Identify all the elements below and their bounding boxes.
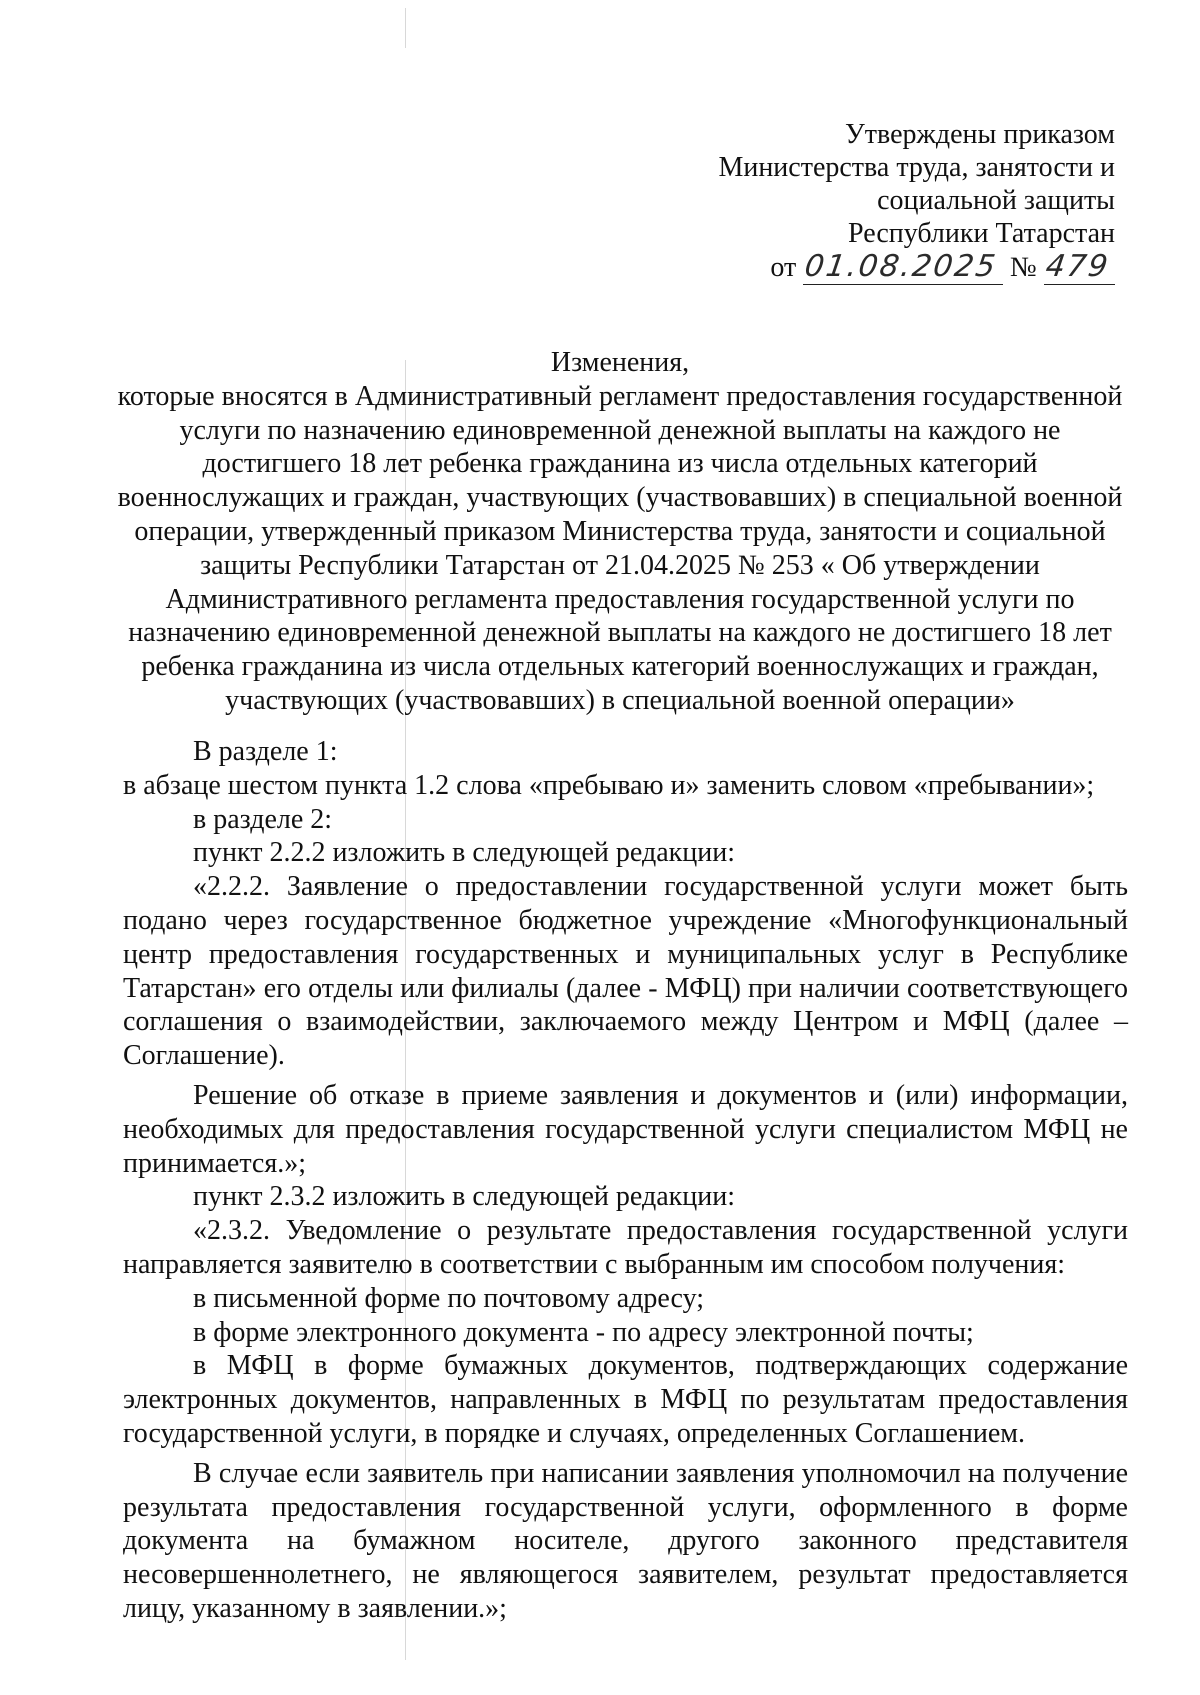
document-body [123, 735, 1128, 1626]
approval-stamp [595, 118, 1115, 285]
approval-line: Утверждены приказом [844, 119, 1115, 150]
approval-date-number [595, 250, 1115, 285]
paragraph: «2.2.2. Заявление о предоставлении государственной услуги может быть подано через государственное бюджетное учреждение «Многофункциональный центр предоставления государственных и муниципальных услуг в Республике Татарстан» его отделы или филиалы (далее - МФЦ) при наличии соответствующего соглашения о взаимодействии, заключаемого между Центром и МФЦ (далее – Соглашение). [123, 871, 1128, 1072]
handwritten-number: 479 [1043, 249, 1112, 284]
title-text: которые вносятся в Административный регламент предоставления государственной услуги по назначению единовременной денежной выплаты на каждого не достигшего 18 лет ребенка гражданина из числа отдельных категорий военнослужащих и граждан, участвующих (участвовавших) в специальной военной операции, утвержденный приказом Министерства труда, занятости и социальной защиты Республики Татарстан от 21.04.2025 № 253 « Об утверждении Административного регламента предоставления государственной услуги по назначению единовременной денежной выплаты на каждого не достигшего 18 лет ребенка гражданина из числа отдельных категорий военнослужащих и граждан, участвующих (участвовавших) в специальной военной операции» [117, 380, 1123, 716]
paragraph: в МФЦ в форме бумажных документов, подтверждающих содержание электронных документов, направленных в МФЦ по результатам предоставления государственной услуги, в порядке и случаях, определенных Соглашением. [123, 1350, 1128, 1449]
approval-line: Министерства труда, занятости и [718, 152, 1115, 183]
scan-artifact-line [405, 8, 406, 48]
paragraph: в форме электронного документа - по адресу электронной почты; [193, 1316, 974, 1348]
paragraph: в разделе 2: [193, 803, 333, 835]
document-title [115, 346, 1125, 718]
approval-line: социальной защиты [877, 185, 1115, 216]
paragraph: В случае если заявитель при написании заявления уполномочил на получение результата предоставления государственной услуги, оформленного в форме документа на бумажном носителе, другого законного представителя несовершеннолетнего, не являющегося заявителем, результат предоставляется лицу, указанному в заявлении.»; [123, 1457, 1128, 1624]
paragraph: пункт 2.2.2 изложить в следующей редакции: [193, 837, 735, 869]
handwritten-date: 01.08.2025 [802, 249, 1000, 284]
number-label: № [1010, 252, 1037, 283]
paragraph: Решение об отказе в приеме заявления и документов и (или) информации, необходимых для предоставления государственной услуги специалистом МФЦ не принимается.»; [123, 1079, 1128, 1179]
approval-line: Республики Татарстан [848, 218, 1115, 249]
from-label: от [770, 252, 797, 283]
paragraph: В разделе 1: [193, 736, 338, 767]
paragraph: пункт 2.3.2 изложить в следующей редакции: [193, 1181, 735, 1213]
paragraph: в абзаце шестом пункта 1.2 слова «пребываю и» заменить словом «пребывании»; [123, 769, 1095, 801]
paragraph: в письменной форме по почтовому адресу; [193, 1282, 705, 1314]
paragraph: «2.3.2. Уведомление о результате предоставления государственной услуги направляется заявителю в соответствии с выбранным им способом получения: [123, 1215, 1128, 1280]
title-heading: Изменения, [550, 347, 690, 378]
